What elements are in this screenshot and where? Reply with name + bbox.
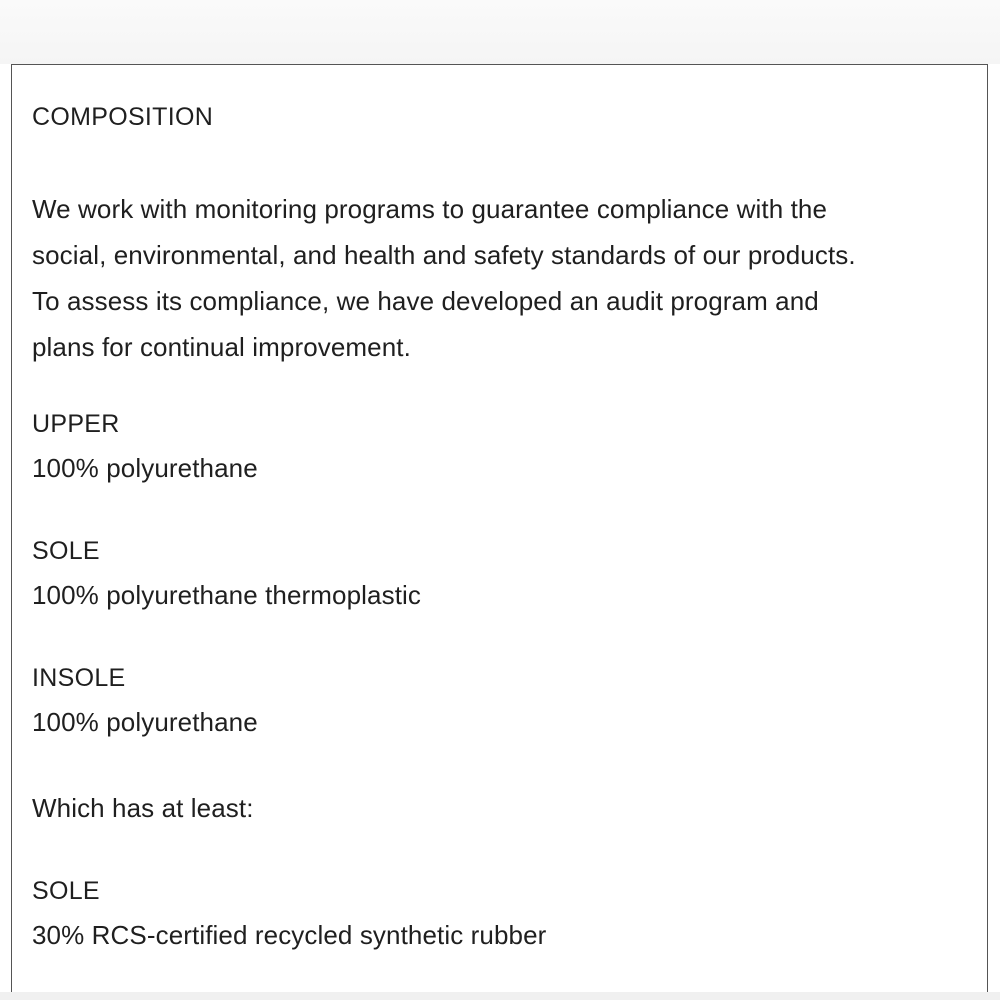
recycled-heading: Which has at least: — [32, 793, 254, 823]
insole-label: INSOLE — [32, 664, 126, 692]
sole-value: 100% polyurethane thermoplastic — [32, 580, 421, 610]
intro-line: To assess its compliance, we have developed an audit program and — [32, 286, 819, 316]
bottom-bar — [0, 992, 1000, 1000]
insole-value: 100% polyurethane — [32, 707, 258, 737]
recycled-sole-value: 30% RCS-certified recycled synthetic rubber — [32, 920, 547, 950]
intro-line: social, environmental, and health and safety standards of our products. — [32, 240, 856, 270]
top-bar — [0, 0, 1000, 64]
sole-label: SOLE — [32, 537, 100, 565]
intro-line: We work with monitoring programs to guarantee compliance with the — [32, 194, 828, 224]
upper-label: UPPER — [32, 410, 120, 438]
intro-paragraph — [32, 186, 977, 370]
section-title: COMPOSITION — [32, 103, 214, 131]
intro-line: plans for continual improvement. — [32, 332, 411, 362]
upper-value: 100% polyurethane — [32, 453, 258, 483]
recycled-sole-label: SOLE — [32, 877, 100, 905]
